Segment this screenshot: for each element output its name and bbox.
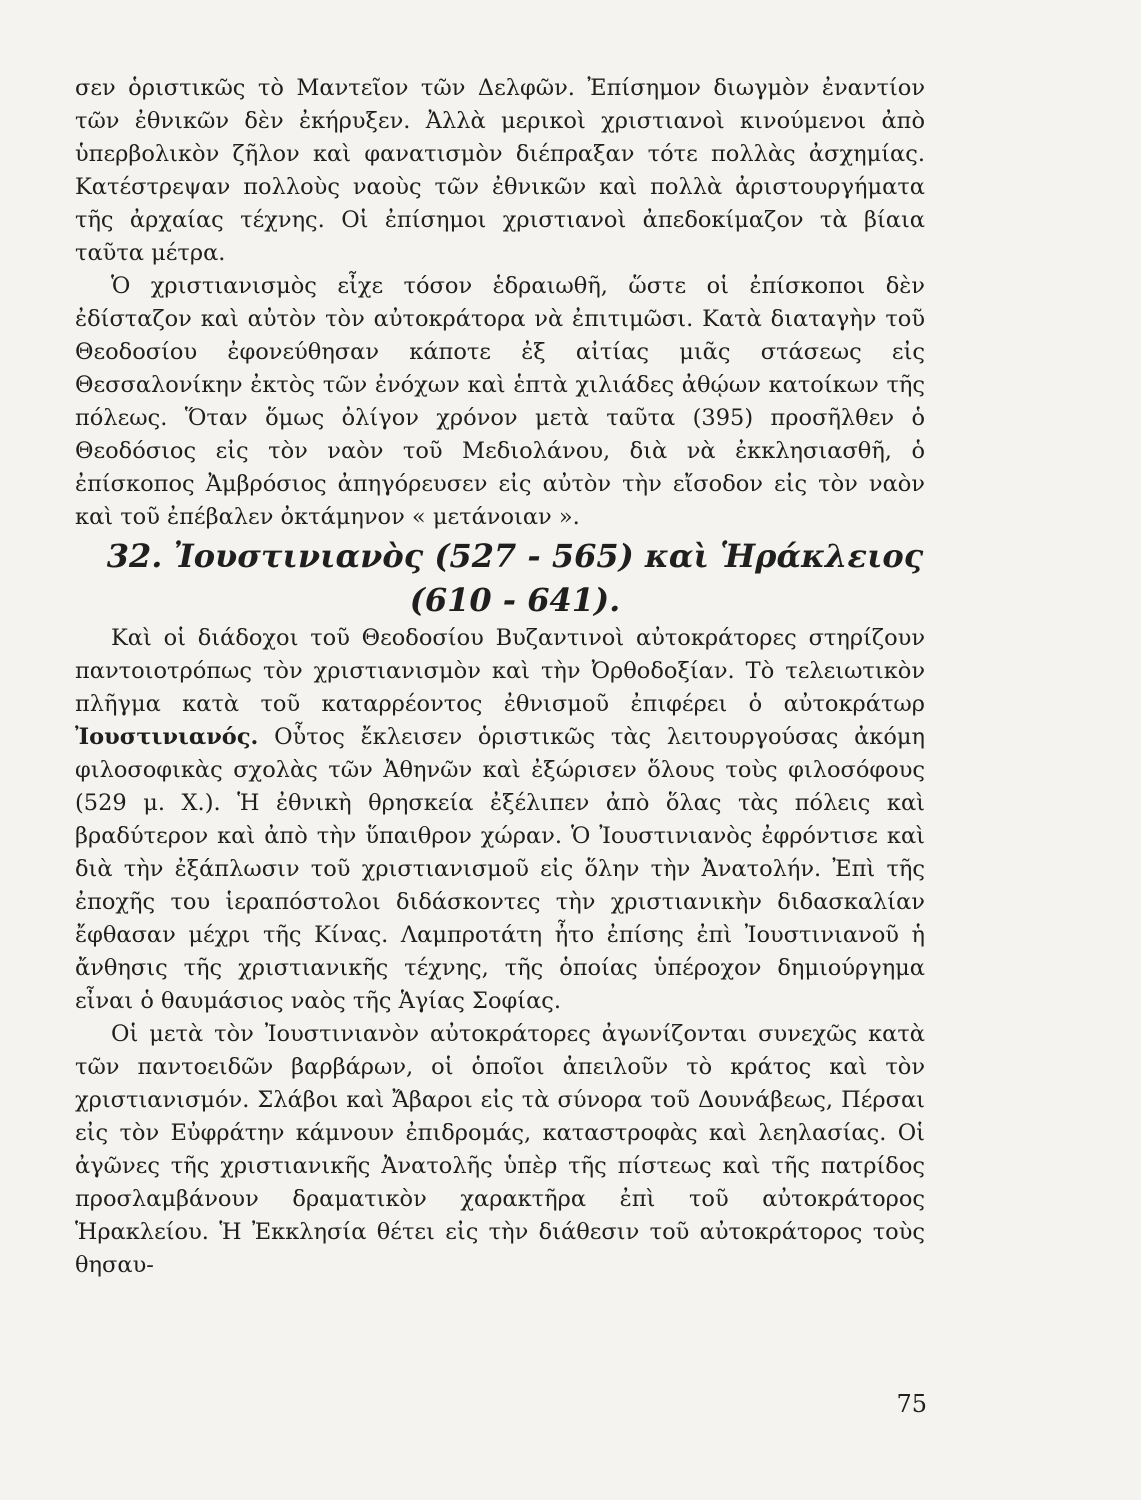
paragraph-2: Ὁ χριστιανισμὸς εἶχε τόσον ἑδραιωθῆ, ὥστε οἱ ἐπίσκοποι δὲν ἐδίσταζον καὶ αὐτὸν τὸν αὐτοκράτορα νὰ ἐπιτιμῶσι. Κατὰ διαταγὴν τοῦ Θεοδοσίου ἐφονεύθησαν κάποτε ἐξ αἰτίας μιᾶς στάσεως εἰς Θεσσαλονίκην ἐκτὸς τῶν ἐνόχων καὶ ἑπτὰ χιλιάδες ἀθῴων κατοίκων τῆς πόλεως. Ὅταν ὅμως ὀλίγον χρόνον μετὰ ταῦτα (395) προσῆλθεν ὁ Θεοδόσιος εἰς τὸν ναὸν τοῦ Μεδιολάνου, διὰ νὰ ἐκκλησιασθῆ, ὁ ἐπίσκοπος Ἀμβρόσιος ἀπηγόρευσεν εἰς αὐτὸν τὴν εἴσοδον εἰς τὸν ναὸν καὶ τοῦ ἐπέβαλεν ὀκτάμηνον « μετάνοιαν ».: [75, 273, 925, 530]
section-heading: 32. Ἰουστινιανὸς (527 - 565) καὶ Ἡράκλειος (610 - 641).: [106, 537, 924, 619]
page-number: 75: [896, 1390, 927, 1418]
paragraph-3-end: Οὗτος ἔκλεισεν ὁριστικῶς τὰς λειτουργούσας ἀκόμη φιλοσοφικὰς σχολὰς τῶν Ἀθηνῶν καὶ ἐξώρισεν ὅλους τοὺς φιλοσόφους (529 μ. Χ.). Ἡ ἐθνικὴ θρησκεία ἐξέλιπεν ἀπὸ ὅλας τὰς πόλεις καὶ βραδύτερον καὶ ἀπὸ τὴν ὕπαιθρον χώραν. Ὁ Ἰουστινιανὸς ἐφρόντισε καὶ διὰ τὴν ἐξάπλωσιν τοῦ χριστιανισμοῦ εἰς ὅλην τὴν Ἀνατολήν. Ἐπὶ τῆς ἐποχῆς του ἱεραπόστολοι διδάσκοντες τὴν χριστιανικὴν διδασκαλίαν ἔφθασαν μέχρι τῆς Κίνας. Λαμπροτάτη ἦτο ἐπίσης ἐπὶ Ἰουστινιανοῦ ἡ ἄνθησις τῆς χριστιανικῆς τέχνης, τῆς ὁποίας ὑπέροχον δημιούργημα εἶναι ὁ θαυμάσιος ναὸς τῆς Ἁγίας Σοφίας.: [75, 724, 925, 1014]
page-text: [75, 72, 925, 1282]
justinian-name: Ἰουστινιανός.: [75, 724, 259, 750]
paragraph-4: Οἱ μετὰ τὸν Ἰουστινιανὸν αὐτοκράτορες ἀγωνίζονται συνεχῶς κατὰ τῶν παντοειδῶν βαρβάρων, οἱ ὁποῖοι ἀπειλοῦν τὸ κράτος καὶ τὸν χριστιανισμόν. Σλάβοι καὶ Ἄβαροι εἰς τὰ σύνορα τοῦ Δουνάβεως, Πέρσαι εἰς τὸν Εὐφράτην κάμνουν ἐπιδρομάς, καταστροφὰς καὶ λεηλασίας. Οἱ ἀγῶνες τῆς χριστιανικῆς Ἀνατολῆς ὑπὲρ τῆς πίστεως καὶ τῆς πατρίδος προσλαμβάνουν δραματικὸν χαρακτῆρα ἐπὶ τοῦ αὐτοκράτορος Ἡρακλείου. Ἡ Ἐκκλησία θέτει εἰς τὴν διάθεσιν τοῦ αὐτοκράτορος τοὺς θησαυ-: [75, 1021, 925, 1278]
paragraph-3-start: Καὶ οἱ διάδοχοι τοῦ Θεοδοσίου Βυζαντινοὶ αὐτοκράτορες στηρίζουν παντοιοτρόπως τὸν χριστιανισμὸν καὶ τὴν Ὀρθοδοξίαν. Τὸ τελειωτικὸν πλῆγμα κατὰ τοῦ καταρρέοντος ἐθνισμοῦ ἐπιφέρει ὁ αὐτοκράτωρ: [75, 625, 925, 717]
paragraph-1: σεν ὁριστικῶς τὸ Μαντεῖον τῶν Δελφῶν. Ἐπίσημον διωγμὸν ἐναντίον τῶν ἐθνικῶν δὲν ἐκήρυξεν. Ἀλλὰ μερικοὶ χριστιανοὶ κινούμενοι ἀπὸ ὑπερβολικὸν ζῆλον καὶ φανατισμὸν διέπραξαν τότε πολλὰς ἀσχημίας. Κατέστρεψαν πολλοὺς ναοὺς τῶν ἐθνικῶν καὶ πολλὰ ἀριστουργήματα τῆς ἀρχαίας τέχνης. Οἱ ἐπίσημοι χριστιανοὶ ἀπεδοκίμαζον τὰ βίαια ταῦτα μέτρα.: [75, 75, 925, 266]
paragraph-3: [75, 622, 925, 1018]
